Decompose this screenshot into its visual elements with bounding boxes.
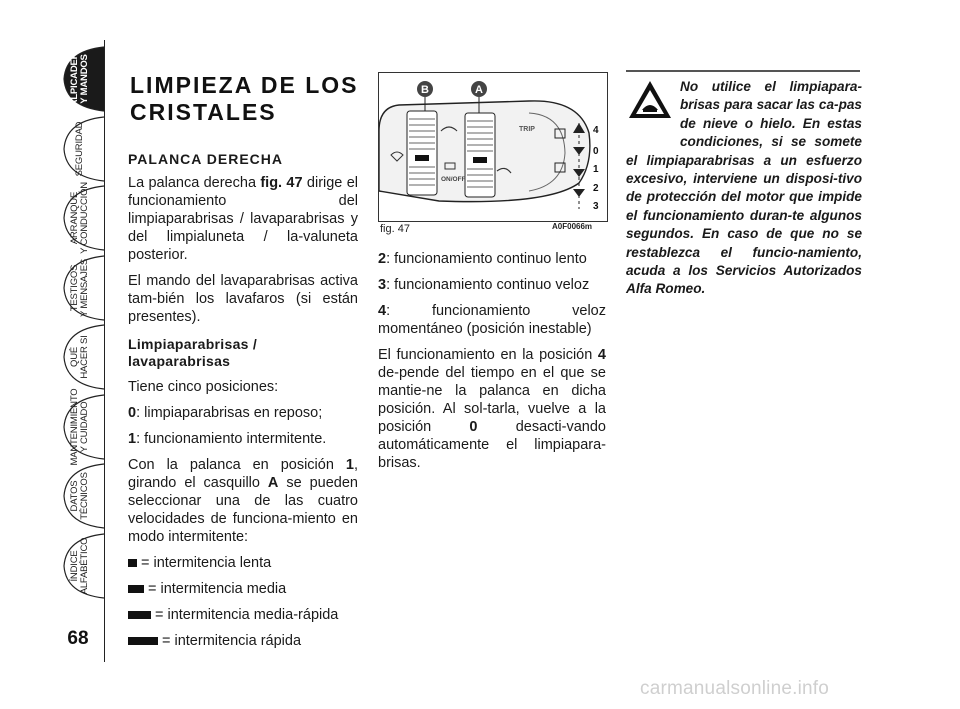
sidebar-tab-1[interactable] (60, 45, 104, 113)
position-key: 3 (378, 277, 387, 293)
figure-caption: fig. 47 (380, 223, 410, 235)
sidebar-tab-3[interactable] (60, 184, 104, 252)
scale-1: 1 (593, 164, 599, 175)
position-text: : funcionamiento veloz momentáneo (posición inestable) (378, 303, 606, 337)
position-key: 0 (128, 405, 137, 421)
warning-float (626, 78, 680, 134)
watermark: carmanualsonline.info (640, 678, 830, 699)
speed-bar-icon (128, 637, 158, 645)
section-heading: PALANCA DERECHA (128, 151, 283, 167)
position-key: 2 (378, 251, 387, 267)
position-4 (378, 302, 606, 338)
ring-paragraph: Con la palanca en posición 1, girando el casquillo A se pueden seleccionar una de las cuatro velocidades de funciona-miento en modo intermitente: (128, 457, 358, 545)
speed-item (128, 580, 358, 598)
sidebar-tab-label: ARRANQUE Y CONDUCCIÓN (69, 182, 90, 254)
position-text: : limpiaparabrisas en reposo; (136, 405, 323, 421)
position-1 (128, 430, 358, 448)
speed-item (128, 606, 358, 624)
position-text: : funcionamiento intermitente. (136, 431, 327, 447)
sidebar-tab-label: TESTIGOS Y MENSAJES (69, 258, 90, 317)
positions-intro: Tiene cinco posiciones: (128, 379, 279, 395)
speed-label: = intermitencia media (148, 581, 287, 597)
speed-list (128, 554, 358, 650)
scale-2: 2 (593, 183, 599, 194)
sidebar-tab-label: DATOS TÉCNICOS (69, 472, 90, 520)
position-2 (378, 250, 606, 268)
sidebar-tab-label: SALPICADERO Y MANDOS (69, 45, 90, 113)
scale-4: 4 (593, 125, 599, 136)
sidebar-tab-5[interactable] (60, 323, 104, 391)
sidebar-tab-label: QUÉ HACER SI (69, 335, 90, 379)
position-text: : funcionamiento continuo lento (386, 251, 587, 267)
page-title: LIMPIEZA DE LOS CRISTALES (130, 72, 359, 125)
position-key: 1 (128, 431, 137, 447)
position-key: 4 (378, 303, 387, 319)
headlamp-washer-paragraph: El mando del lavaparabrisas activa tam-bién los lavafaros (si están presentes). (128, 273, 358, 325)
sidebar-tab-8[interactable] (60, 532, 104, 600)
speed-bar-icon (128, 611, 151, 619)
warning-rule (626, 70, 860, 72)
wiper-stalk-illustration (379, 73, 607, 221)
sidebar-tab-7[interactable] (60, 462, 104, 530)
onoff-label: ON/OFF (441, 176, 466, 183)
warning-box (626, 78, 862, 299)
callout-b: B (421, 84, 429, 96)
position-3 (378, 276, 606, 294)
position-4-paragraph: El funcionamiento en la posición 4 de-pende del tiempo en el que se mantie-ne la palanca en dicha posición. Al sol-tarla, vuelve a la posición 0 desacti-vando automáticamente el limpiapara-brisas. (378, 347, 606, 471)
figure-code: A0F0066m (552, 222, 593, 231)
speed-item (128, 632, 358, 650)
speed-bar-icon (128, 559, 137, 567)
sidebar-tab-4[interactable] (60, 254, 104, 322)
sidebar-tab-label: MANTENIMIENTO Y CUIDADO (69, 388, 90, 465)
position-0 (128, 404, 358, 422)
trip-label: TRIP (519, 126, 535, 133)
speed-bar-icon (128, 585, 144, 593)
speed-label: = intermitencia lenta (141, 555, 272, 571)
warning-triangle-icon (626, 78, 674, 122)
sidebar-tab-label: ÍNDICE ALFABÉTICO (69, 537, 90, 594)
column-2 (378, 250, 606, 480)
speed-label: = intermitencia rápida (162, 633, 302, 649)
sidebar-tab-6[interactable] (60, 388, 104, 465)
sidebar-tab-label: SEGURIDAD (74, 121, 85, 176)
sidebar-divider (104, 40, 105, 662)
position-text: : funcionamiento continuo veloz (386, 277, 590, 293)
intro-paragraph: La palanca derecha fig. 47 dirige el funcionamiento del limpiaparabrisas / lavaparabrisas y del limpialuneta / la-valuneta posterior. (128, 175, 358, 263)
column-1 (128, 150, 358, 658)
scale-3: 3 (593, 201, 599, 212)
speed-item (128, 554, 358, 572)
sidebar-tab-2[interactable] (60, 115, 104, 183)
positions-list (128, 404, 358, 448)
figure-47 (378, 72, 608, 222)
positions-list-2 (378, 250, 606, 338)
subsection-heading: Limpiaparabrisas / lavaparabrisas (128, 336, 258, 369)
callout-a: A (475, 84, 483, 96)
scale-0: 0 (593, 146, 599, 157)
speed-label: = intermitencia media-rápida (155, 607, 339, 623)
page-number: 68 (67, 628, 89, 649)
warning-text: No utilice el limpiapara-brisas para sacar las ca-pas de nieve o hielo. En estas condiciones, si se somete el limpiaparabrisas a un esfuerzo excesivo, interviene un disposi-tivo de protección del motor que impide el funcionamiento duran-te algunos segundos. En caso de que no se restablezca el funcio-namiento, acuda a los Servicios Autorizados Alfa Romeo. (626, 79, 862, 297)
